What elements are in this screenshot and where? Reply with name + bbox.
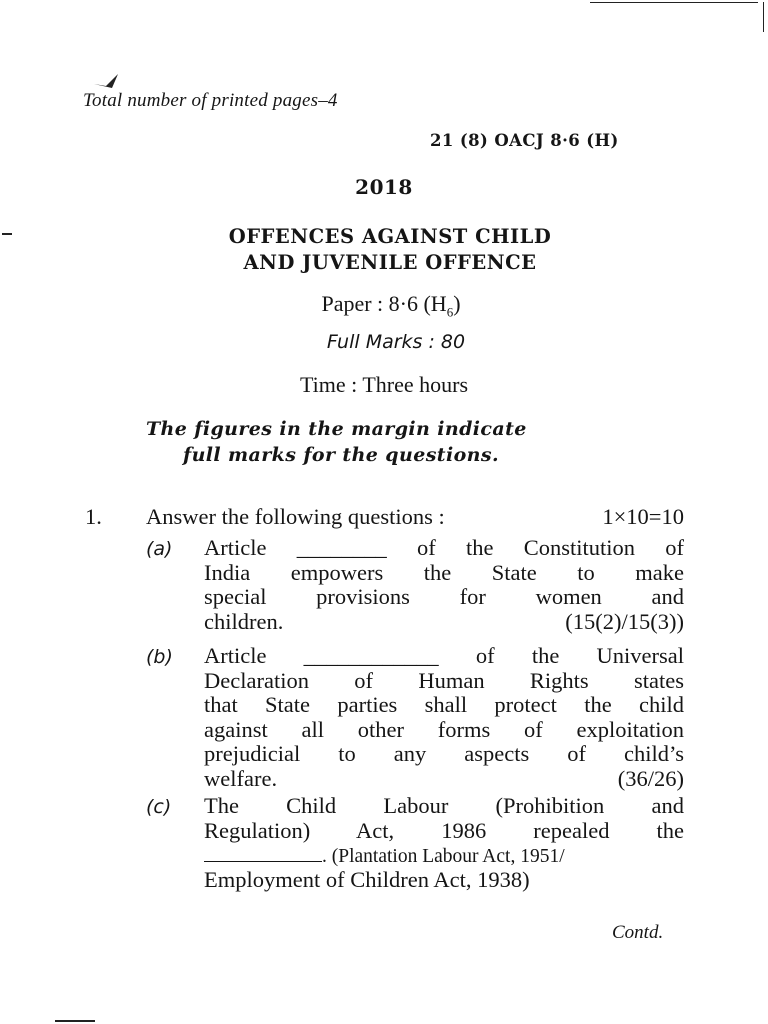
part-a-last-text: children.	[204, 608, 284, 634]
part-c-line-1: The Child Labour (Prohibition and	[204, 793, 684, 818]
paper-number-subscript: 6	[446, 304, 454, 320]
question-marks: 1×10=10	[602, 504, 684, 529]
part-b-line-5: prejudicial to any aspects of child’s	[204, 741, 684, 766]
part-a-line-2: India empowers the State to make	[204, 559, 684, 585]
part-c-line-2: Regulation) Act, 1986 repealed the	[204, 817, 684, 843]
part-c-line-3	[204, 843, 684, 868]
part-b-options: (36/26)	[617, 765, 684, 791]
scan-mark-left	[2, 233, 12, 235]
paper-number-text: Paper : 8·6 (H	[321, 291, 447, 316]
part-c-blank	[204, 847, 322, 862]
part-c-text	[204, 794, 684, 892]
part-b-line-6	[204, 767, 684, 792]
part-b-line-2: Declaration of Human Rights states	[204, 667, 684, 693]
time-allowed: Time : Three hours	[299, 372, 469, 397]
continued-note: Contd.	[612, 922, 664, 943]
part-b-line-3: that State parties shall protect the child	[204, 692, 684, 717]
scan-mark-bottom	[55, 1020, 95, 1022]
part-a-text	[204, 536, 684, 634]
instruction-line-1: The figures in the margin indicate	[146, 418, 527, 440]
part-c-label: (c)	[146, 796, 172, 818]
part-a-line-1: Article ________ of the Constitution of	[204, 535, 684, 560]
full-marks: Full Marks : 80	[326, 331, 466, 353]
printed-pages-note: Total number of printed pages–4	[83, 90, 338, 111]
part-b-text	[204, 644, 684, 791]
question-number: 1.	[85, 504, 102, 529]
part-a-label: (a)	[146, 538, 173, 560]
part-c-line-4: Employment of Children Act, 1938)	[204, 866, 530, 892]
paper-number	[0, 291, 768, 320]
exam-year: 2018	[355, 175, 413, 199]
part-b-last-text: welfare.	[204, 765, 278, 791]
part-a-line-3: special provisions for women and	[204, 584, 684, 609]
paper-code: 21 (8) OACJ 8·6 (H)	[430, 131, 619, 150]
scan-edge-top	[590, 2, 758, 3]
paper-title-line-1: OFFENCES AGAINST CHILD	[228, 225, 552, 248]
question-heading	[146, 505, 684, 530]
instruction-line-2: full marks for the questions.	[183, 444, 499, 466]
question-text: Answer the following questions :	[146, 504, 445, 529]
part-b-line-4: against all other forms of exploitation	[204, 716, 684, 742]
part-b-line-1: Article ____________ of the Universal	[204, 643, 684, 668]
part-a-line-4	[204, 610, 684, 635]
scan-edge-right	[763, 2, 764, 32]
paper-title-line-2: AND JUVENILE OFFENCE	[243, 251, 537, 274]
part-b-label: (b)	[146, 646, 173, 668]
part-a-options: (15(2)/15(3))	[565, 608, 684, 634]
pen-tick-icon	[90, 70, 130, 92]
part-c-options: . (Plantation Labour Act, 1951/	[322, 846, 565, 867]
paper-number-close: )	[453, 291, 461, 316]
